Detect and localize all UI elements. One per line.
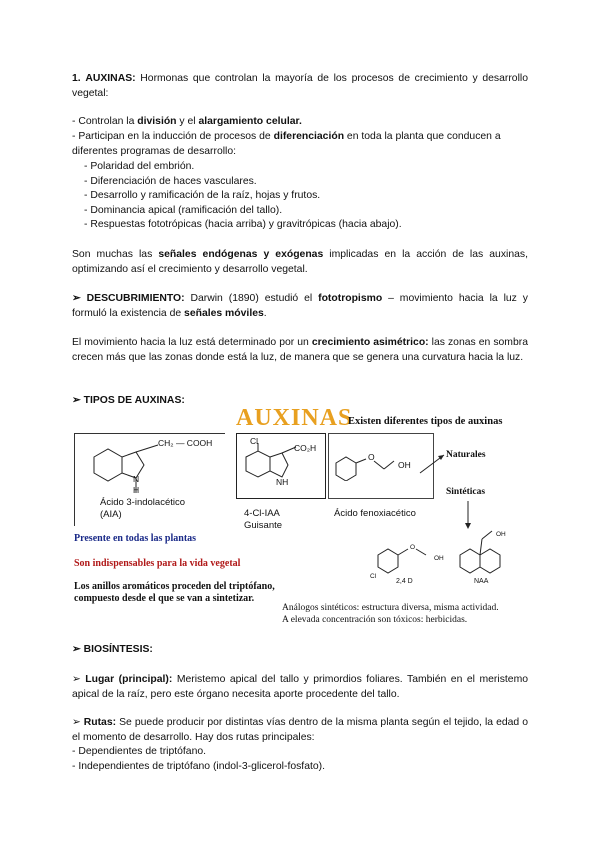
list-item: - Dominancia apical (ramificación del tallo).: [84, 204, 283, 216]
aia-name: Ácido 3-indolacético: [100, 497, 186, 508]
fenoxi-oh: OH: [398, 460, 411, 470]
aia-abbr: (AIA): [100, 509, 122, 520]
naa-label: NAA: [474, 578, 489, 585]
cl-iaa-cl: Cl: [250, 436, 259, 446]
anillos-line2: compuesto desde el que se van a sintetizar.: [74, 593, 255, 604]
presente-text: Presente en todas las plantas: [74, 533, 197, 544]
cl-iaa-name: 4-Cl-IAA: [244, 508, 280, 519]
rutas-paragraph: ➢ Rutas: Se puede producir por distintas vías dentro de la misma planta según el tejido, la edad o el momento de desarrollo. Hay dos rutas principales: - Dependientes de triptófano. - Independientes de triptófano (indol-3-glicerol-fosfato).: [72, 716, 528, 774]
fenoxi-name: Ácido fenoxiacético: [334, 508, 416, 519]
aia-n-label: N: [133, 474, 140, 484]
list-item: - Diferenciación de haces vasculares.: [84, 175, 257, 187]
tipos-heading: ➢ TIPOS DE AUXINAS:: [72, 395, 185, 406]
anillos-line1: Los anillos aromáticos proceden del triptófano,: [74, 581, 275, 592]
aia-chain-label: CH₂ — COOH: [158, 438, 213, 448]
naturales-label: Naturales: [446, 450, 486, 460]
senales-paragraph: Son muchas las señales endógenas y exógenas implicadas en la acción de las auxinas, optimizando así el crecimiento y desarrollo vegetal.: [72, 249, 528, 275]
sinteticas-label: Sintéticas: [446, 487, 486, 497]
auxinas-figure: [72, 403, 524, 635]
cl-iaa-co2h: CO₂H: [294, 443, 317, 453]
bullet-division: - Controlan la división y el alargamiento celular.: [72, 116, 302, 127]
subitem-list: [72, 160, 540, 233]
list-item: - Independientes de triptófano (indol-3-glicerol-fosfato).: [72, 760, 325, 772]
naa-oh: OH: [496, 531, 506, 538]
movimiento-paragraph: El movimiento hacia la luz está determinado por un crecimiento asimétrico: las zonas en sombra crecen más que las zonas donde está la luz, de manera que se genera una curvatura hacia la luz.: [72, 337, 528, 363]
toxicos-text: A elevada concentración son tóxicos: herbicidas.: [282, 615, 468, 625]
list-item: - Respuestas fototrópicas (hacia arriba) y gravitrópicas (hacia abajo).: [84, 219, 402, 231]
d24-o: O: [410, 544, 416, 551]
list-item: - Dependientes de triptófano.: [72, 746, 207, 758]
descubrimiento-paragraph: ➢ DESCUBRIMIENTO: Darwin (1890) estudió el fototropismo – movimiento hacia la luz y formuló la existencia de señales móviles.: [72, 293, 528, 319]
bullet-diferenciacion: - Participan en la inducción de procesos de diferenciación en toda la planta que conducen a diferentes programas de desarrollo:: [72, 131, 501, 157]
figure-subtitle: Existen diferentes tipos de auxinas: [348, 416, 503, 427]
list-item: - Desarrollo y ramificación de la raíz, hojas y frutos.: [84, 190, 321, 202]
aia-h-label: H: [133, 485, 140, 495]
analogos-text: Análogos sintéticos: estructura diversa, misma actividad.: [282, 603, 499, 613]
list-item: - Polaridad del embrión.: [84, 161, 195, 172]
fenoxi-o: O: [368, 452, 375, 462]
cl-iaa-nh: NH: [276, 477, 289, 487]
d24-oh: OH: [434, 555, 444, 562]
lugar-paragraph: ➢ Lugar (principal): Meristemo apical del tallo y primordios foliares. También en el meristemo apical de la raíz, pero este órgano necesita aporte procedente del tallo.: [72, 674, 529, 700]
biosintesis-heading: ➢ BIOSÍNTESIS:: [72, 644, 153, 655]
cl-iaa-source: Guisante: [244, 520, 283, 531]
indispensables-text: Son indispensables para la vida vegetal: [74, 558, 241, 569]
d24-cl: Cl: [370, 573, 377, 580]
figure-title: AUXINAS: [236, 405, 353, 431]
auxinas-intro: 1. AUXINAS: Hormonas que controlan la mayoría de los procesos de crecimiento y desarrollo vegetal:: [72, 73, 528, 99]
d24-label: 2,4 D: [396, 578, 413, 585]
